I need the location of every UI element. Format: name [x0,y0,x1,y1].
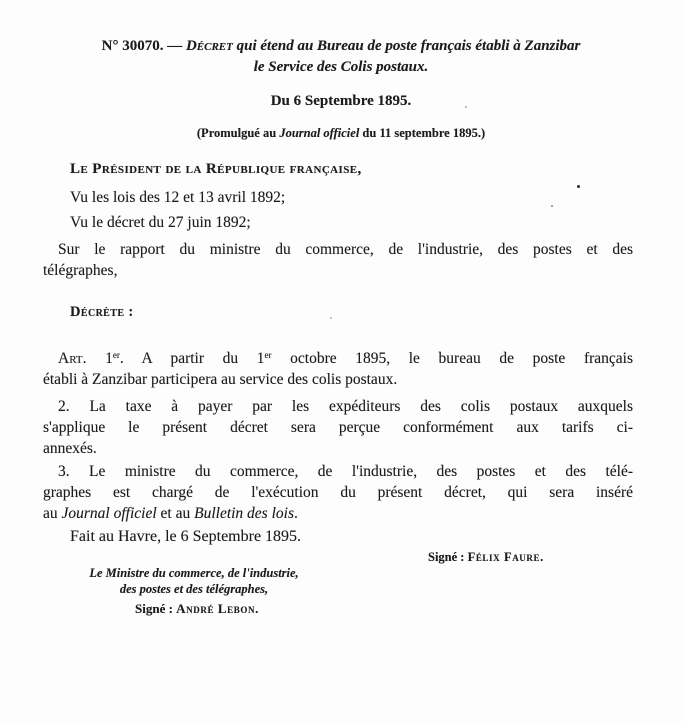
place-date-line: Fait au Havre, le 6 Septembre 1895. [70,528,302,545]
article-3-line-3-mid: et au [156,505,195,522]
article-1-text-b: octobre 1895, le bureau de poste français [271,350,633,367]
signed-label: Signé : [428,550,468,564]
article-2-line-2: s'applique le présent décret sera perçue conformément aux tarifs ci- [43,419,633,436]
journal-officiel-italic: Journal officiel [279,126,360,140]
journal-officiel-italic-2: Journal officiel [61,505,157,522]
visa-line-2: Vu le décret du 27 juin 1892; [70,214,251,231]
decree-heading [40,36,642,78]
decree-title-line-2: le Service des Colis postaux. [253,59,429,75]
signed-label-2: Signé : [135,601,177,616]
decree-word: Décret [185,38,233,54]
promulgation-post: du 11 septembre 1895.) [359,126,486,140]
ink-speck [577,185,580,188]
ink-speck [551,205,553,207]
faure-signature [428,550,544,565]
article-3-line-1: 3. Le ministre du commerce, de l'industrie, des postes et des télé- [58,463,633,480]
bulletin-des-lois-italic: Bulletin des lois [194,505,294,522]
minister-title-block [85,566,303,597]
faure-name: Félix Faure. [467,550,544,564]
report-line-1: Sur le rapport du ministre du commerce, de l'industrie, des postes et des [58,241,633,258]
ordinal-superscript-2: er [264,350,272,360]
ink-speck [465,106,467,108]
article-1-paragraph [43,348,633,390]
decree-title-text: qui étend au Bureau de poste français établi à Zanzibar [232,38,581,54]
article-3-line-2: graphes est chargé de l'exécution du présent décret, qui sera inséré [43,484,633,501]
report-paragraph [43,239,633,281]
decree-heading-line-1 [102,38,581,54]
date-line: Du 6 Septembre 1895. [270,93,412,109]
minister-line-2: des postes et des télégraphes, [119,581,269,596]
article-3-paragraph [43,461,633,524]
article-3-line-3-pre: au [43,505,62,522]
report-line-2: télégraphes, [43,262,118,279]
em-dash: — [163,38,186,54]
lebon-name: André Lebon. [176,601,259,616]
lebon-signature [135,601,259,617]
article-3-line-3-post: . [294,505,298,522]
article-2-paragraph [43,396,633,459]
article-1-line-1 [43,348,633,369]
ordinal-superscript-1: er [112,350,120,360]
article-2-line-3: annexés. [43,440,97,457]
minister-line-1: Le Ministre du commerce, de l'industrie, [89,566,299,580]
article-2-line-1: 2. La taxe à payer par les expéditeurs des colis postaux auxquels [58,398,633,415]
promulgation-note [0,126,682,141]
article-3-line-3 [43,503,633,524]
article-label: Art. [58,350,87,367]
president-line: Le Président de la République française, [70,161,362,177]
article-1-line-2: établi à Zanzibar participera au service des colis postaux. [43,371,398,388]
decrete-line: Décrète : [70,304,134,320]
ink-speck [330,317,332,319]
article-1-text-a: . A partir du 1 [119,350,265,367]
decree-number: N° 30070. [101,38,164,54]
visa-line-1: Vu les lois des 12 et 13 avril 1892; [70,189,286,206]
article-number: 1 [86,350,113,367]
promulgation-pre: (Promulgué au [196,126,280,140]
